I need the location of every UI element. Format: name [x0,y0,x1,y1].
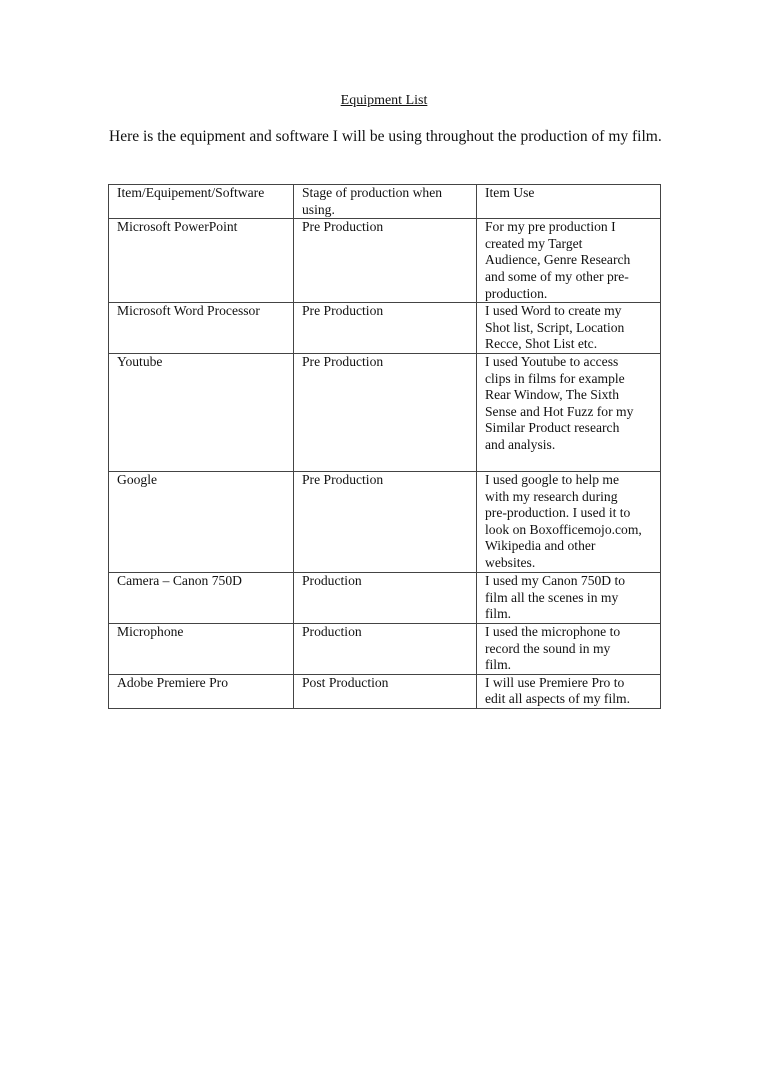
cell-text-line: Sense and Hot Fuzz for my [485,403,634,419]
item-cell [109,219,294,303]
stage-cell [294,623,477,674]
cell-text-line: Pre Production [302,219,384,235]
header-cell [109,185,294,219]
cell-text-line: film. [485,606,512,622]
use-cell [477,303,661,354]
cell-text-line: Item Use [485,185,535,200]
cell-text-line: production. [485,285,548,301]
table-row [109,572,661,623]
use-cell [477,572,661,623]
table-row [109,219,661,303]
intro-paragraph: Here is the equipment and software I will be using throughout the production of my film. [109,128,662,145]
item-cell [109,623,294,674]
cell-text-line: with my research during [485,488,618,504]
cell-text-line: websites. [485,554,536,570]
cell-text-line: Camera – Canon 750D [117,572,242,588]
cell-text-line: Microsoft PowerPoint [117,219,238,235]
cell-text-line: Rear Window, The Sixth [485,387,619,403]
cell-text-line: Audience, Genre Research [485,252,631,268]
cell-text-line: Wikipedia and other [485,538,596,554]
cell-text-line: Pre Production [302,471,384,487]
cell-text-line: Recce, Shot List etc. [485,336,598,352]
stage-cell [294,572,477,623]
table-row [109,303,661,354]
cell-text-line: I used google to help me [485,471,620,487]
use-cell [477,623,661,674]
cell-text-line: Similar Product research [485,420,620,436]
header-cell [477,185,661,219]
cell-text-line: I used the microphone to [485,623,621,639]
cell-text-line: I used Word to create my [485,303,622,319]
cell-text-line: I will use Premiere Pro to [485,674,625,690]
use-cell [477,471,661,572]
cell-text-line: Google [117,471,158,487]
item-cell [109,674,294,708]
item-cell [109,303,294,354]
cell-text-line: Adobe Premiere Pro [117,674,228,690]
cell-text-line: pre-production. I used it to [485,505,631,521]
use-cell [477,353,661,471]
equipment-table [108,184,661,709]
cell-text-line: Pre Production [302,303,384,319]
cell-text-line: and analysis. [485,436,556,452]
item-cell [109,471,294,572]
cell-text-line: Youtube [117,353,163,369]
cell-text-line: Production [302,623,362,639]
cell-text-line: Shot list, Script, Location [485,319,625,335]
cell-text-line: using. [302,201,335,217]
table-row [109,674,661,708]
cell-text-line: Microphone [117,623,184,639]
stage-cell [294,353,477,471]
cell-text-line: edit all aspects of my film. [485,691,630,707]
cell-text-line: and some of my other pre- [485,268,629,284]
item-cell [109,353,294,471]
cell-text-line: I used my Canon 750D to [485,572,626,588]
cell-text-line: created my Target [485,235,583,251]
table-row [109,353,661,471]
document-title: Equipment List [340,93,428,108]
cell-text-line: Production [302,572,362,588]
cell-text-line: Stage of production when [302,185,443,200]
cell-text-line: I used Youtube to access [485,353,619,369]
cell-text-line: clips in films for example [485,370,625,386]
use-cell [477,219,661,303]
stage-cell [294,303,477,354]
stage-cell [294,471,477,572]
cell-text-line: Microsoft Word Processor [117,303,260,319]
cell-text-line: Item/Equipement/Software [117,185,265,200]
cell-text-line: film. [485,657,512,673]
cell-text-line: look on Boxofficemojo.com, [485,521,642,537]
table-header-row [109,185,661,219]
cell-text-line: film all the scenes in my [485,589,619,605]
cell-text-line: record the sound in my [485,640,611,656]
stage-cell [294,674,477,708]
header-cell [294,185,477,219]
table-row [109,623,661,674]
item-cell [109,572,294,623]
use-cell [477,674,661,708]
stage-cell [294,219,477,303]
cell-text-line: Post Production [302,674,389,690]
cell-text-line: For my pre production I [485,219,616,235]
cell-text-line: Pre Production [302,353,384,369]
table-row [109,471,661,572]
